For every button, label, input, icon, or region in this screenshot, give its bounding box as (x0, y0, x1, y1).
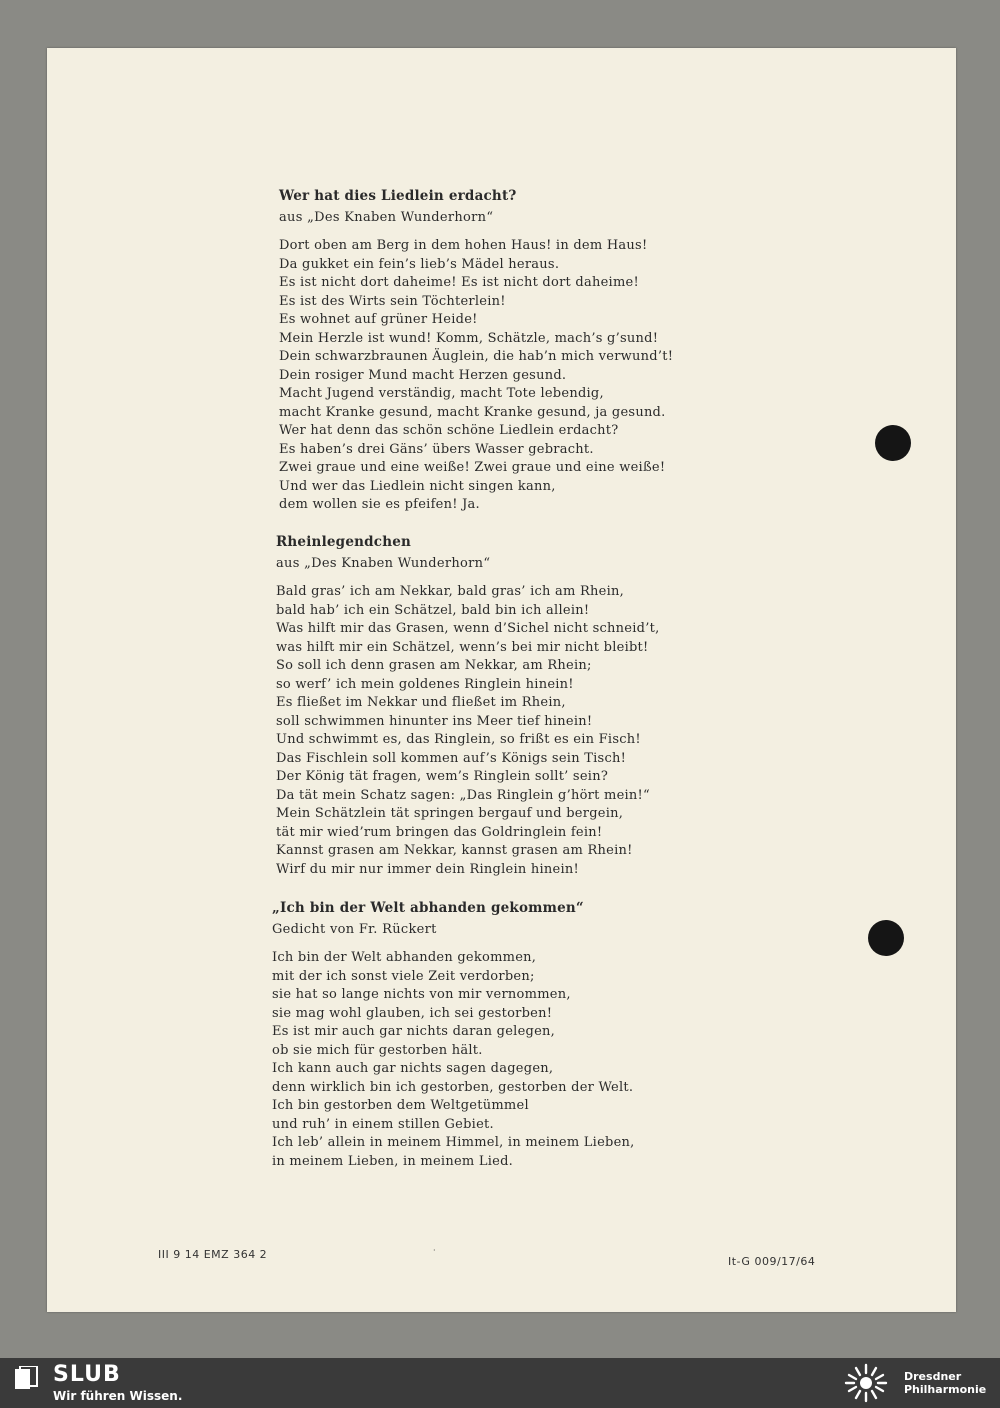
verse-line: Es wohnet auf grüner Heide! (279, 312, 478, 327)
slub-tagline: Wir führen Wissen. (53, 1389, 183, 1403)
verse-line: Kannst grasen am Nekkar, kannst grasen am Rhein! (276, 843, 633, 858)
verse-line: Zwei graue und eine weiße! Zwei graue und eine weiße! (279, 460, 666, 475)
verse-line: Ich kann auch gar nichts sagen dagegen, (272, 1061, 554, 1076)
verse-line: Es ist nicht dort daheime! Es ist nicht dort daheime! (279, 275, 639, 290)
verse-line: Dein schwarzbraunen Äuglein, die hab’n mich verwund’t! (279, 349, 674, 364)
verse-line: Es fließet im Nekkar und fließet im Rhein, (276, 695, 566, 710)
document-page (47, 48, 956, 1312)
verse-line: dem wollen sie es pfeifen! Ja. (279, 497, 480, 512)
philharmonie-logo-icon[interactable] (842, 1361, 890, 1405)
poem-subtitle: aus „Des Knaben Wunderhorn“ (276, 556, 491, 571)
verse-line: Dort oben am Berg in dem hohen Haus! in dem Haus! (279, 238, 648, 253)
verse-line: Mein Herzle ist wund! Komm, Schätzle, mach’s g’sund! (279, 330, 659, 346)
slub-name[interactable]: SLUB (53, 1362, 121, 1387)
partner-name-line: Dresdner (904, 1370, 962, 1383)
punch-hole (875, 425, 911, 461)
verse-line: Es ist mir auch gar nichts daran gelegen, (272, 1024, 556, 1039)
slub-logo-icon[interactable] (14, 1366, 38, 1390)
viewer-footer-bar (0, 1358, 1000, 1408)
verse-line: so werf’ ich mein goldenes Ringlein hinein! (276, 676, 574, 692)
verse-line: Da gukket ein fein’s lieb’s Mädel heraus. (279, 256, 560, 272)
punch-hole (868, 920, 904, 956)
partner-name-line: Philharmonie (904, 1383, 987, 1396)
poem-subtitle: Gedicht von Fr. Rückert (272, 922, 437, 937)
verse-line: Und schwimmt es, das Ringlein, so frißt es ein Fisch! (276, 732, 641, 747)
poem-title: „Ich bin der Welt abhanden gekommen“ (272, 900, 584, 916)
verse-line: bald hab’ ich ein Schätzel, bald bin ich allein! (276, 602, 590, 618)
verse-line: und ruh’ in einem stillen Gebiet. (272, 1116, 494, 1132)
print-mark: · (433, 1246, 437, 1255)
verse-line: Ich bin gestorben dem Weltgetümmel (272, 1098, 529, 1113)
verse-line: soll schwimmen hinunter ins Meer tief hinein! (276, 713, 593, 729)
print-code-left: III 9 14 EMZ 364 2 (158, 1248, 268, 1261)
poem-title: Rheinlegendchen (276, 534, 412, 550)
verse-line: Was hilft mir das Grasen, wenn d’Sichel nicht schneid’t, (276, 621, 660, 636)
verse-line: Wer hat denn das schön schöne Liedlein erdacht? (279, 423, 619, 438)
verse-line: tät mir wied’rum bringen das Goldringlein fein! (276, 824, 603, 840)
verse-line: Es ist des Wirts sein Töchterlein! (279, 293, 506, 309)
poem-title: Wer hat dies Liedlein erdacht? (279, 188, 517, 204)
verse-line: Und wer das Liedlein nicht singen kann, (279, 478, 556, 494)
poem-section (276, 533, 659, 879)
verse-line: Wirf du mir nur immer dein Ringlein hinein! (276, 861, 579, 877)
verse-line: macht Kranke gesund, macht Kranke gesund, ja gesund. (279, 404, 666, 420)
poem-section (272, 899, 635, 1171)
verse-line: in meinem Lieben, in meinem Lied. (272, 1153, 514, 1169)
verse-line: Der König tät fragen, wem’s Ringlein sollt’ sein? (276, 769, 609, 784)
verse-line: was hilft mir ein Schätzel, wenn’s bei mir nicht bleibt! (276, 639, 649, 655)
verse-line: sie mag wohl glauben, ich sei gestorben! (272, 1005, 553, 1021)
verse-line: Ich leb’ allein in meinem Himmel, in meinem Lieben, (272, 1135, 635, 1150)
verse-line: Es haben’s drei Gäns’ übers Wasser gebracht. (279, 441, 594, 457)
verse-line: Dein rosiger Mund macht Herzen gesund. (279, 367, 567, 383)
poem-section (279, 187, 673, 515)
verse-line: Das Fischlein soll kommen auf’s Königs sein Tisch! (276, 750, 627, 766)
poem-verse (276, 583, 659, 879)
verse-line: denn wirklich bin ich gestorben, gestorben der Welt. (272, 1079, 634, 1095)
poem-subtitle: aus „Des Knaben Wunderhorn“ (279, 210, 494, 225)
verse-line: Mein Schätzlein tät springen bergauf und bergein, (276, 806, 624, 821)
print-code-right: It-G 009/17/64 (728, 1255, 816, 1268)
partner-name[interactable] (904, 1370, 986, 1396)
verse-line: ob sie mich für gestorben hält. (272, 1042, 483, 1058)
verse-line: sie hat so lange nichts von mir vernommen, (272, 987, 571, 1002)
verse-line: Ich bin der Welt abhanden gekommen, (272, 950, 537, 965)
poem-verse (279, 237, 673, 515)
verse-line: So soll ich denn grasen am Nekkar, am Rhein; (276, 658, 592, 673)
verse-line: Bald gras’ ich am Nekkar, bald gras’ ich am Rhein, (276, 584, 624, 599)
verse-line: Da tät mein Schatz sagen: „Das Ringlein g’hört mein!“ (276, 787, 650, 803)
verse-line: Macht Jugend verständig, macht Tote lebendig, (279, 386, 604, 401)
verse-line: mit der ich sonst viele Zeit verdorben; (272, 968, 535, 984)
poem-verse (272, 949, 635, 1171)
